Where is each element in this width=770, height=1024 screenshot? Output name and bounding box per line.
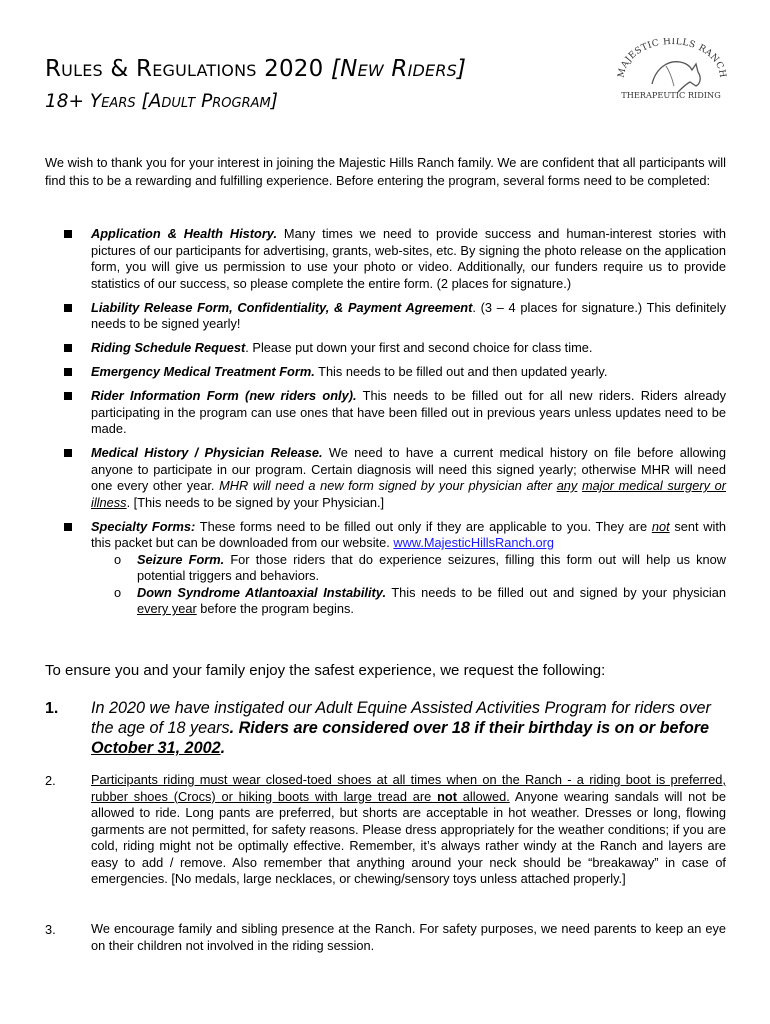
list-item: Rider Information Form (new riders only). This needs to be filled out for all new riders. Riders already participating in the program can use ones that have been filled out in previous years unless updates need to be made. (64, 388, 726, 438)
document-subtitle: 18+ Years [Adult Program] (45, 91, 278, 112)
bullet-square-icon (64, 449, 72, 457)
document-title: Rules & Regulations 2020 [New Riders] (45, 56, 467, 82)
bullet-square-icon (64, 344, 72, 352)
sub-list-item: o Seizure Form. For those riders that do experience seizures, filling this form out will help us know potential triggers and behaviors. (114, 551, 727, 583)
bullet-square-icon (64, 392, 72, 400)
list-item: Riding Schedule Request. Please put down your first and second choice for class time. (64, 340, 726, 357)
svg-text:MAJESTIC HILLS RANCH: MAJESTIC HILLS RANCH (616, 38, 728, 79)
list-item: Application & Health History. Many times we need to provide success and human-interest stories with pictures of our participants for advertising, grants, web-sites, etc. By signing the photo release on the application form, you will give us permission to use your photo or video. Additionally, our funders require us to provide statistics of our success, so please complete the entire form. (2 places for signature.) (64, 226, 726, 292)
sub-list-item: o Down Syndrome Atlantoaxial Instability. This needs to be filled out and signed by your physician every year before the program begins. (114, 584, 726, 616)
bullet-square-icon (64, 523, 72, 531)
bullet-square-icon (64, 230, 72, 238)
majestic-hills-ranch-logo (612, 38, 730, 106)
rule-2-text: Participants riding must wear closed-toed shoes at all times when on the Ranch - a riding boot is preferred, rubber shoes (Crocs) or hiking boots with large tread are not allowed. Anyone wearing sandals will not be allowed to ride. Long pants are preferred, but shorts are acceptable in hot weather. Dresses or long, flowing garments are not permitted, for safety reasons. Please dress appropriately for the weather conditions; if you are cold, riding might not be optimally effective. Remember, it’s always rather windy at the Ranch and layers are easy to add / remove. Also remember that anything around your neck should be “breakaway” in case of emergencies. [No medals, large necklaces, or chewing/sensory toys unless attached properly.] (91, 772, 726, 886)
rule-number: 1. (45, 700, 59, 717)
specialty-forms-sublist (91, 552, 726, 618)
rule-number: 3. (45, 922, 56, 937)
list-item: Medical History / Physician Release. We need to have a current medical history on file before allowing anyone to participate in our program. Certain diagnosis will need this signed yearly; otherwise MHR will need one every other year. MHR will need a new form signed by your physician after any major medical surgery or illness. [This needs to be signed by your Physician.] (64, 445, 726, 511)
safety-intro: To ensure you and your family enjoy the safest experience, we request the following: (45, 662, 606, 679)
svg-text:THERAPEUTIC RIDING: THERAPEUTIC RIDING (621, 90, 721, 100)
rule-number: 2. (45, 773, 56, 788)
rule-1-text: In 2020 we have instigated our Adult Equine Assisted Activities Program for riders over the age of 18 years. Riders are considered over 18 if their birthday is on or before October 31, 2002. (91, 699, 711, 757)
intro-paragraph: We wish to thank you for your interest in joining the Majestic Hills Ranch family. We are confident that all participants will find this to be a rewarding and fulfilling experience. Before entering the program, several forms need to be completed: (45, 155, 726, 188)
bullet-square-icon (64, 368, 72, 376)
rule-3-text: We encourage family and sibling presence at the Ranch. For safety purposes, we need parents to keep an eye on their children not involved in the riding session. (91, 921, 726, 953)
website-link[interactable]: www.MajesticHillsRanch.org (393, 535, 555, 550)
list-item: Emergency Medical Treatment Form. This needs to be filled out and then updated yearly. (64, 364, 726, 381)
list-item: Specialty Forms: These forms need to be filled out only if they are applicable to you. They are not sent with this packet but can be downloaded from our website. www.MajesticHillsRanch.org o Seizure Form. For those riders that do experience seizures, filling this form out will help us know potential triggers and behaviors. o Down Syndrome Atlantoaxial Instability. This needs to be filled out and signed by your physician every year before the program begins. (64, 519, 726, 618)
list-item: Liability Release Form, Confidentiality, & Payment Agreement. (3 – 4 places for signature.) This definitely needs to be signed yearly! (64, 300, 726, 333)
required-forms-list (64, 226, 726, 625)
bullet-square-icon (64, 304, 72, 312)
